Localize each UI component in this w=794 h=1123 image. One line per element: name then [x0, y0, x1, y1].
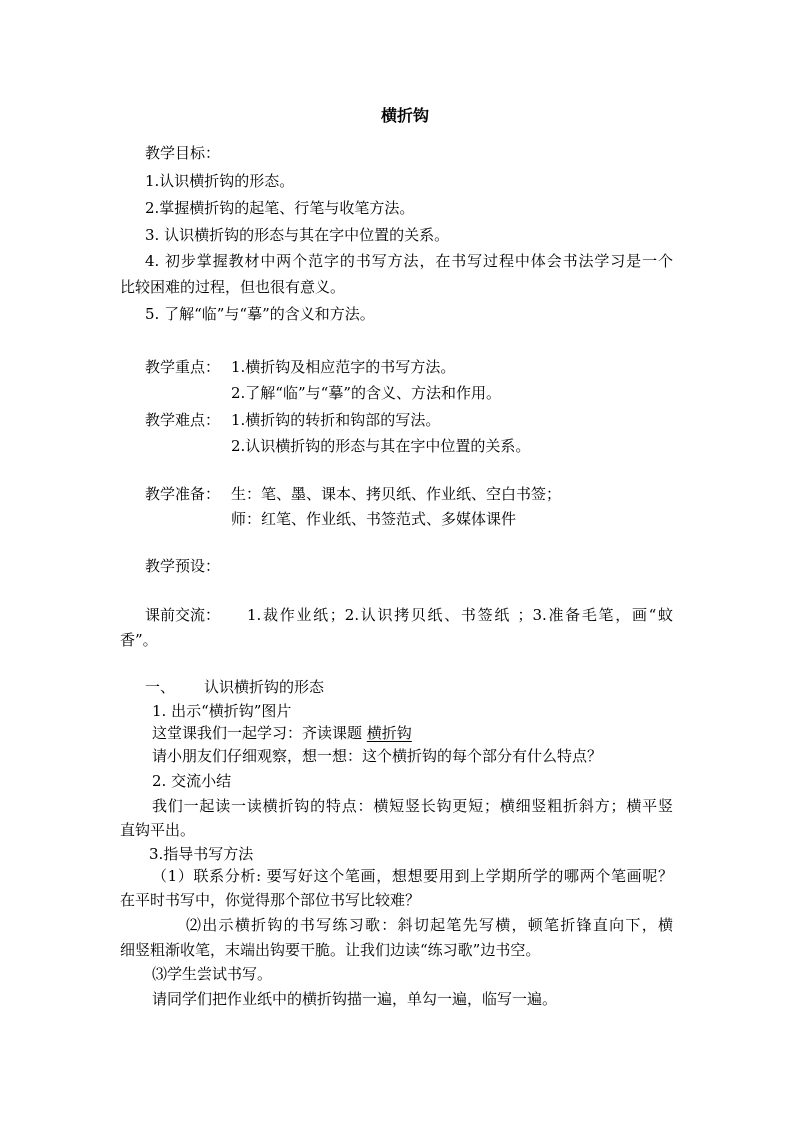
paragraph — [152, 723, 412, 743]
paragraph: ⑵出示横折钩的书写练习歌：斜切起笔先写横，顿笔折锋直向下，横 — [186, 916, 673, 934]
step-heading: ⑶学生尝试书写。 — [152, 965, 273, 983]
paragraph-text: 这堂课我们一起学习：齐读课题 — [152, 724, 367, 742]
pre-class-text: 香”。 — [120, 631, 158, 649]
preset-heading: 教学预设： — [145, 557, 221, 575]
paragraph: 直钩平出。 — [120, 821, 196, 839]
lesson-title-underlined: 横折钩 — [366, 724, 412, 742]
step-heading: 2. 交流小结 — [152, 772, 232, 790]
objective-item: 4. 初步掌握教材中两个范字的书写方法，在书写过程中体会书法学习是一个 — [145, 252, 673, 270]
objective-item: 5. 了解“临”与“摹”的含义和方法。 — [145, 305, 375, 323]
key-point-item: 2.了解“临”与“摹”的含义、方法和作用。 — [231, 384, 501, 402]
paragraph: 细竖粗渐收笔，末端出钩要干脆。让我们边读“练习歌”边书空。 — [120, 941, 541, 959]
pre-class-label: 课前交流： — [145, 606, 221, 624]
step-heading: 1. 出示“横折钩”图片 — [152, 702, 292, 720]
pre-class-text: 1.裁作业纸；2.认识拷贝纸、书签纸 ；3.准备毛笔，画“蚊 — [247, 606, 673, 624]
objective-item: 3. 认识横折钩的形态与其在字中位置的关系。 — [145, 226, 450, 244]
objective-item: 1.认识横折钩的形态。 — [145, 172, 295, 190]
objective-item: 2.掌握横折钩的起笔、行笔与收笔方法。 — [145, 199, 415, 217]
difficulty-item: 1.横折钩的转折和钩部的写法。 — [231, 411, 441, 429]
preparation-item: 生：笔、墨、课本、拷贝纸、作业纸、空白书签； — [231, 485, 562, 503]
section-number: 一、 — [145, 678, 176, 696]
document-title: 横折钩 — [381, 106, 430, 125]
objective-item: 比较困难的过程，但也很有意义。 — [120, 278, 346, 296]
paragraph: 请同学们把作业纸中的横折钩描一遍，单勾一遍，临写一遍。 — [152, 990, 558, 1008]
difficulty-item: 2.认识横折钩的形态与其在字中位置的关系。 — [231, 437, 531, 455]
key-point-item: 1.横折钩及相应范字的书写方法。 — [231, 358, 456, 376]
section-heading: 认识横折钩的形态 — [204, 678, 325, 696]
preparation-label: 教学准备： — [145, 485, 221, 503]
step-heading: 3.指导书写方法 — [149, 845, 254, 863]
objectives-heading: 教学目标： — [145, 144, 221, 162]
paragraph: 在平时书写中，你觉得那个部位书写比较难？ — [120, 891, 421, 909]
paragraph: （1）联系分析: 要写好这个笔画，想想要用到上学期所学的哪两个笔画呢？ — [152, 867, 673, 885]
key-points-label: 教学重点： — [145, 358, 221, 376]
paragraph: 请小朋友们仔细观察，想一想：这个横折钩的每个部分有什么特点？ — [152, 747, 603, 765]
preparation-item: 师：红笔、作业纸、书签范式、多媒体课件 — [231, 510, 517, 528]
paragraph: 我们一起读一读横折钩的特点：横短竖长钩更短；横细竖粗折斜方；横平竖 — [152, 797, 673, 815]
difficulties-label: 教学难点： — [145, 411, 221, 429]
